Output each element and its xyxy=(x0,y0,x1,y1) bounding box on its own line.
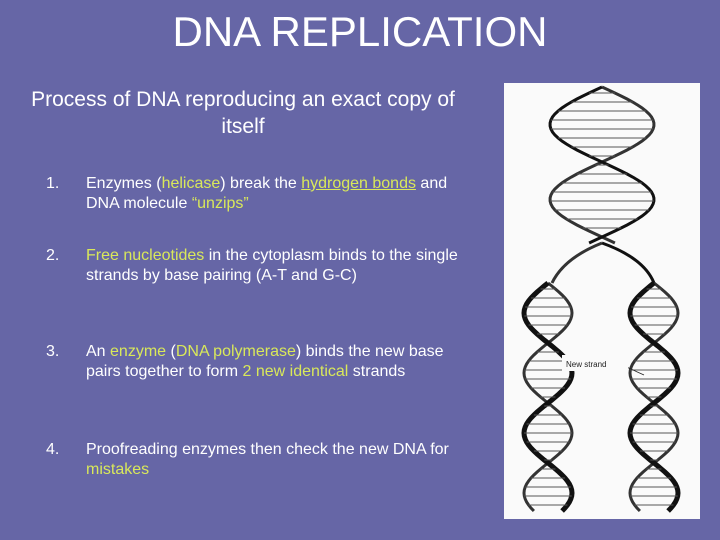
new-strand-label: New strand xyxy=(566,360,607,369)
dna-strand xyxy=(552,243,602,283)
step-text xyxy=(86,440,476,480)
step-text xyxy=(86,342,476,382)
dna-replication-image xyxy=(504,83,700,519)
step-text-part: Proofreading enzymes then check the new DNA for xyxy=(86,441,449,458)
slide-title: DNA REPLICATION xyxy=(172,8,548,55)
slide-subtitle: Process of DNA reproducing an exact copy of itself xyxy=(31,88,455,138)
step-highlight: helicase xyxy=(161,175,221,192)
step-highlight: 2 new identical xyxy=(242,363,349,380)
step-text-part: ) binds the new base pairs together to form xyxy=(86,343,444,380)
step-highlight: “unzips” xyxy=(191,195,249,212)
step-number: 3. xyxy=(46,343,60,360)
step-text xyxy=(86,174,476,214)
step-number: 4. xyxy=(46,441,60,458)
step-highlight: enzyme xyxy=(110,343,167,360)
step-text-part: ) break the xyxy=(220,175,302,192)
step-highlight: DNA polymerase xyxy=(175,343,296,360)
step-text-part: Enzymes ( xyxy=(86,175,162,192)
step-text-part: in the cytoplasm binds to the single strands by base pairing (A-T and G-C) xyxy=(86,247,458,284)
step-number: 2. xyxy=(46,247,60,264)
step-text-part: strands xyxy=(348,363,406,380)
step-text xyxy=(86,246,476,286)
helix-strands xyxy=(524,87,678,511)
step-text-part: ( xyxy=(166,343,176,360)
step-text-part: and DNA molecule xyxy=(86,175,448,212)
step-highlight: mistakes xyxy=(86,461,150,478)
step-highlight: hydrogen bonds xyxy=(301,175,416,192)
dna-helix-diagram xyxy=(504,83,700,519)
step-highlight: Free nucleotides xyxy=(86,247,205,264)
step-number: 1. xyxy=(46,175,60,192)
step-text-part: An xyxy=(86,343,111,360)
dna-strand xyxy=(602,243,654,283)
